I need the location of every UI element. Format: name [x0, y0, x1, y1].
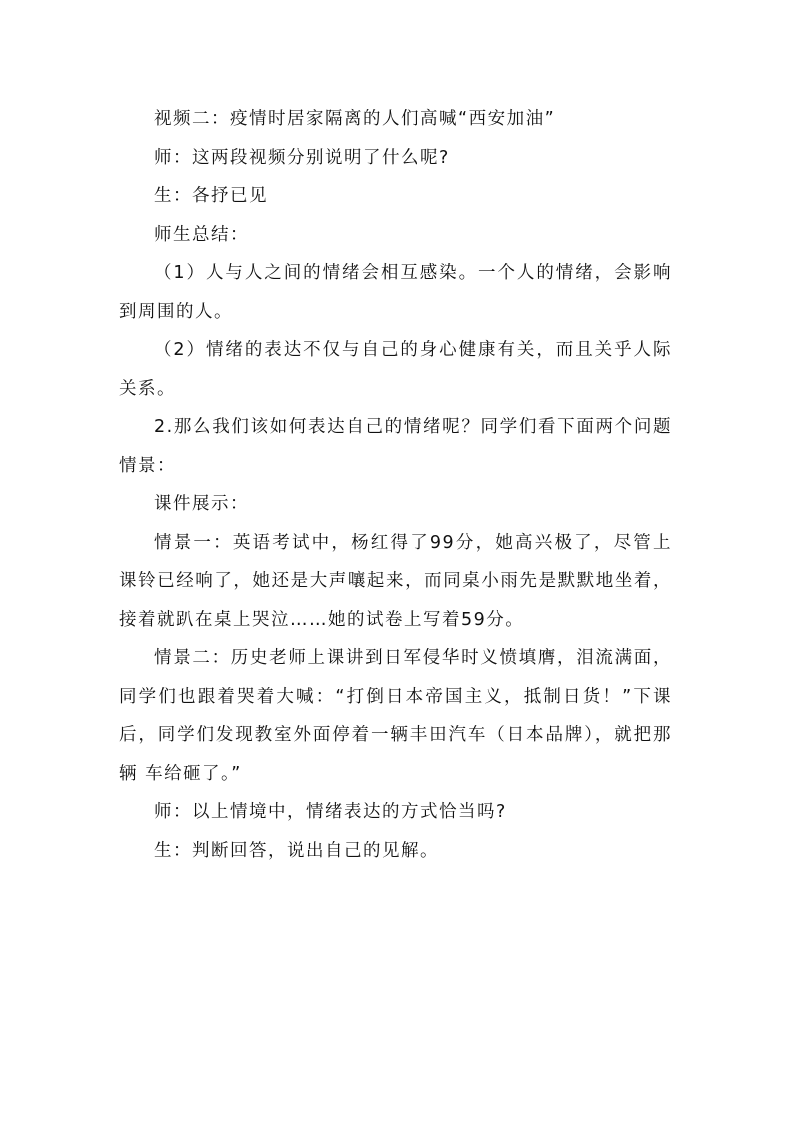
paragraph-summary-point-2: （2）情绪的表达不仅与自己的身心健康有关，而且关乎人际关系。 [119, 340, 672, 399]
paragraph-summary-heading: 师生总结： [154, 224, 249, 245]
paragraph-scenario-one: 情景一：英语考试中，杨红得了99分，她高兴极了，尽管上课铃已经响了，她还是大声嚷起来，而同桌小雨先是默默地坐着，接着就趴在桌上哭泣……她的试卷上写着59分。 [119, 532, 672, 630]
paragraph-teacher-follow-up: 师：以上情境中，情绪表达的方式恰当吗? [154, 802, 507, 822]
paragraph-expression-question: 2.那么我们该如何表达自己的情绪呢？同学们看下面两个问题情景： [119, 417, 672, 476]
paragraph-courseware-display: 课件展示： [154, 494, 249, 514]
paragraph-student-judgement: 生：判断回答，说出自己的见解。 [154, 840, 439, 861]
paragraph-summary-point-1: （1）人与人之间的情绪会相互感染。一个人的情绪，会影响到周围的人。 [119, 263, 672, 322]
paragraph-teacher-question: 师：这两段视频分别说明了什么呢? [154, 147, 450, 168]
paragraph-video-two: 视频二：疫情时居家隔离的人们高喊“西安加油” [154, 109, 556, 129]
document-body [119, 100, 672, 870]
paragraph-student-response: 生：各抒已见 [154, 186, 268, 206]
paragraph-scenario-two: 情景二：历史老师上课讲到日军侵华时义愤填膺，泪流满面，同学们也跟着哭着大喊：“打倒日本帝国主义，抵制日货！”下课后，同学们发现教室外面停着一辆丰田汽车（日本品牌），就把那辆 车给砸了。” [119, 648, 672, 784]
